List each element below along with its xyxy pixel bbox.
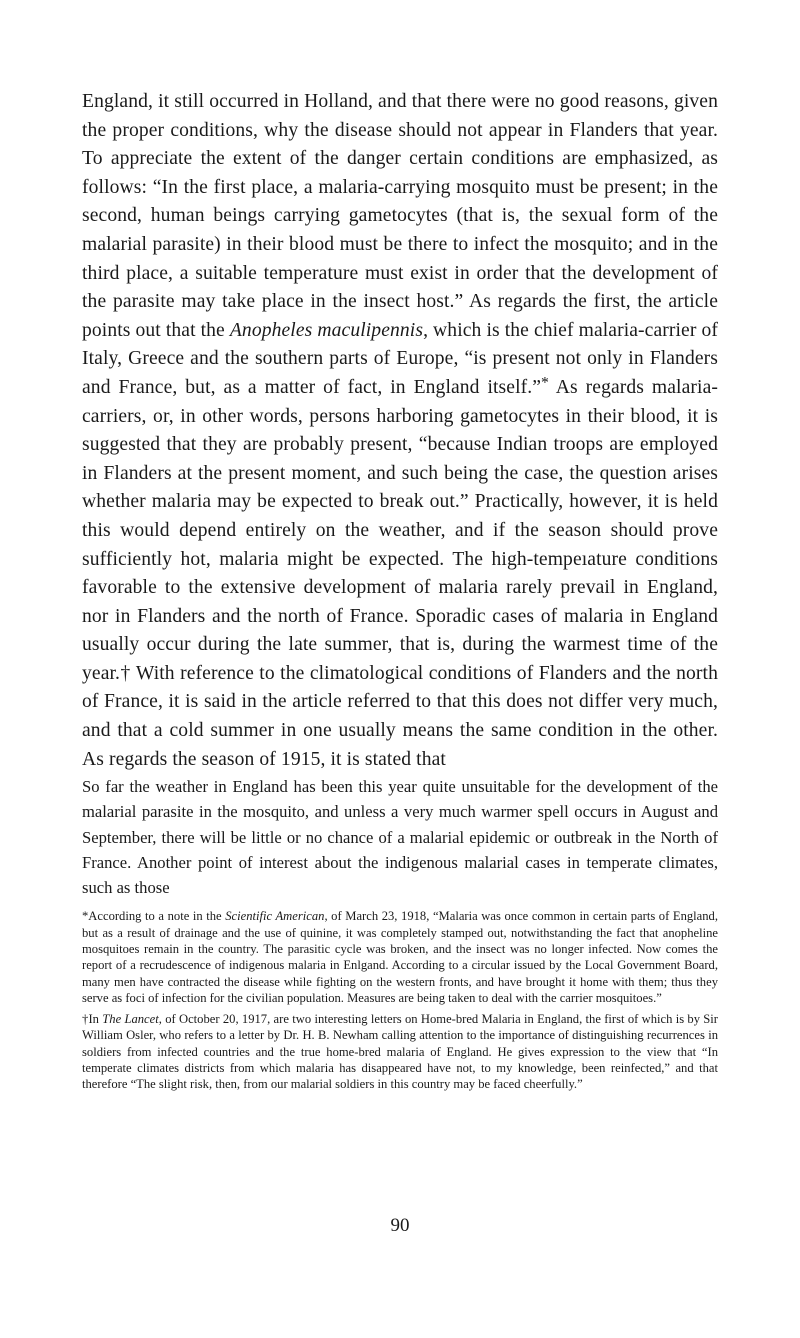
footnote-2-text-b: , of October 20, 1917, are two interesting letters on Home-bred Malaria in England, the first of which is by Sir William Osler, who refers to a letter by Dr. H. B. Newham calling attention to the importance of distinguishing recurrences in soldiers from infected countries and the true home-bred malaria of England. He gives expression to the view that “In temperate climates districts from which malaria has disappeared have not, to my knowledge, been reinfected,” and that therefore “The slight risk, then, from our malarial soldiers in this country may be faced cheerfully.”: [82, 1011, 719, 1092]
body-text-2: , which is the chief malaria-carrier of Italy, Greece and the southern parts of Europe, “is present not only in Flanders and France, but, as a matter of fact, in England itself.”: [82, 319, 718, 398]
footnote-2-journal: The Lancet: [102, 1011, 159, 1026]
body-text-1: England, it still occurred in Holland, and that there were no good reasons, given the proper conditions, why the disease should not appear in Flanders that year. To appreciate the extent of the danger certain conditions are emphasized, as follows: “In the first place, a malaria-carrying mosquito must be present; in the second, human beings carrying gametocytes (that is, the sexual form of the malarial parasite) in their blood must be there to infect the mosquito; and in the third place, a suitable temperature must exist in order that the development of the parasite may take place in the insect host.” As regards the first, the article points out that the: [82, 91, 718, 341]
body-paragraph: [82, 88, 718, 774]
footnote-marker-2: †: [120, 662, 131, 684]
body-text-3: As regards malaria-carriers, or, in other words, persons harboring gametocytes in their blood, it is suggested that they are probably present, “because Indian troops are employed in Flanders at the present moment, and such being the case, the question arises whether malaria may be expected to break out.” Practically, however, it is held this would depend entirely on the weather, and if the season should prove sufficiently hot, malaria might be expected. The high-tempeıature conditions favorable to the extensive development of malaria rarely prevail in England, nor in Flanders and the north of France. Sporadic cases of malaria in England usually occur during the late summer, that is, during the warmest time of the year.: [82, 376, 718, 684]
footnote-1-text-b: , of March 23, 1918, “Malaria was once common in certain parts of England, but as a result of drainage and the use of quinine, it was completely stamped out, notwithstanding the fact that anopheline mosquitoes remain in the country. The parasitic cycle was broken, and the insect was no longer infected. Now comes the report of a recrudescence of indigenous malaria in Enlgand. According to a circular issued by the Local Government Board, many men have contracted the disease while fighting on the western fronts, and have brought it home with them; thus they serve as foci of infection for the civilian population. Measures are being taken to deal with the carrier mosquitoes.”: [82, 909, 719, 1006]
footnote-1: [82, 908, 718, 1006]
species-name: Anopheles maculipennis: [229, 319, 424, 341]
page-number: 90: [390, 1215, 410, 1236]
block-quote: So far the weather in England has been this year quite unsuitable for the development of the malarial parasite in the mosquito, and unless a very much warmer spell occurs in August and September, there will be little or no chance of a malarial epidemic or outbreak in the North of France. Another point of interest about the indigenous malarial cases in temperate climates, such as those: [82, 777, 718, 898]
footnote-1-journal: Scientific American: [225, 909, 325, 924]
footnote-1-text-a: *According to a note in the: [82, 909, 226, 924]
body-text-4: With reference to the climatological conditions of Flanders and the north of France, it is said in the article referred to that this does not differ very much, and that a cold summer in one usually means the same condition in the other. As regards the season of 1915, it is stated that: [82, 662, 718, 770]
footnote-2-text-a: †In: [82, 1011, 103, 1026]
page-content: [82, 88, 718, 1093]
footnote-2: [82, 1011, 718, 1093]
footnote-marker-1: *: [541, 374, 549, 392]
